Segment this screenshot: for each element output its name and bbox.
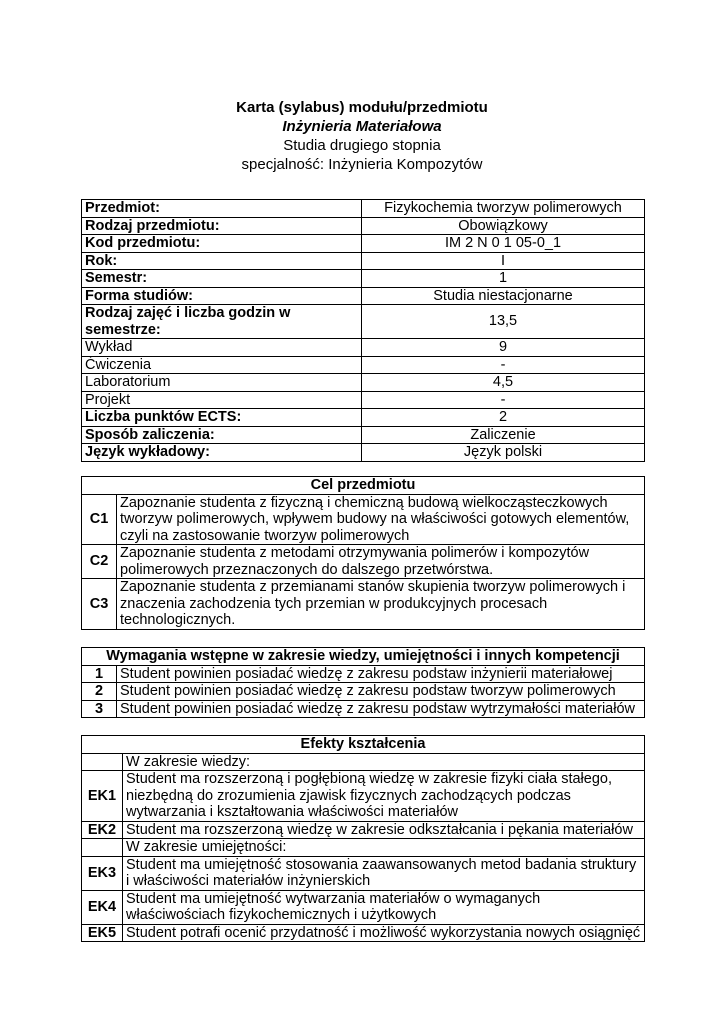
info-row [82,200,645,218]
info-label: Rodzaj przedmiotu: [82,217,362,235]
info-value: Język polski [362,444,645,462]
info-label: Liczba punktów ECTS: [82,409,362,427]
outcome-text: Student ma umiejętność stosowania zaawansowanych metod badania struktury i właściwości materiałów inżynierskich [123,856,645,890]
outcome-row [82,821,645,839]
goal-id: C2 [82,545,117,579]
info-value: Fizykochemia tworzyw polimerowych [362,200,645,218]
outcome-id: EK1 [82,771,123,822]
learning-outcomes-table [81,735,645,942]
program-name: Inżynieria Materiałowa [282,118,442,135]
info-label: Ćwiczenia [82,356,362,374]
goal-row [82,545,645,579]
outcomes-title: Efekty kształcenia [82,736,645,754]
info-value: 2 [362,409,645,427]
outcome-id [82,753,123,771]
goal-text: Zapoznanie studenta z metodami otrzymywania polimerów i kompozytów polimerowych przeznaczonych do dalszego przetwórstwa. [117,545,645,579]
goal-id: C1 [82,494,117,545]
info-label: Rok: [82,252,362,270]
info-row [82,252,645,270]
info-label: Semestr: [82,270,362,288]
goal-text: Zapoznanie studenta z przemianami stanów skupienia tworzyw polimerowych i znaczenia zachodzenia tych przemian w produkcyjnych procesach technologicznych. [117,579,645,630]
info-label: Język wykładowy: [82,444,362,462]
outcome-id: EK5 [82,924,123,942]
requirements-table [81,647,645,718]
info-row [82,217,645,235]
info-label: Laboratorium [82,374,362,392]
outcome-text: W zakresie umiejętności: [123,839,645,857]
requirement-text: Student powinien posiadać wiedzę z zakresu podstaw wytrzymałości materiałów [117,700,645,718]
info-value: IM 2 N 0 1 05-0_1 [362,235,645,253]
goals-title: Cel przedmiotu [82,477,645,495]
outcome-id [82,839,123,857]
outcome-text: Student potrafi ocenić przydatność i możliwość wykorzystania nowych osiągnięć [123,924,645,942]
requirement-id: 3 [82,700,117,718]
outcome-text: W zakresie wiedzy: [123,753,645,771]
requirement-row [82,683,645,701]
goal-text: Zapoznanie studenta z fizyczną i chemiczną budową wielkocząsteczkowych tworzyw polimerowych, wpływem budowy na właściwości gotowych elementów, czyli na zastosowanie tworzyw polimerowych [117,494,645,545]
info-row [82,374,645,392]
info-label: Przedmiot: [82,200,362,218]
study-level: Studia drugiego stopnia [283,137,441,154]
info-row [82,270,645,288]
requirements-title: Wymagania wstępne w zakresie wiedzy, umiejętności i innych kompetencji [82,648,645,666]
info-value: I [362,252,645,270]
outcome-row [82,890,645,924]
requirement-text: Student powinien posiadać wiedzę z zakresu podstaw inżynierii materiałowej [117,665,645,683]
course-goals-table [81,476,645,630]
requirement-row [82,665,645,683]
info-value: Obowiązkowy [362,217,645,235]
requirement-id: 2 [82,683,117,701]
outcome-row [82,753,645,771]
info-label: Forma studiów: [82,287,362,305]
requirement-text: Student powinien posiadać wiedzę z zakresu podstaw tworzyw polimerowych [117,683,645,701]
info-label: Rodzaj zajęć i liczba godzin w semestrze: [82,305,362,339]
info-row [82,391,645,409]
info-value: - [362,391,645,409]
requirement-id: 1 [82,665,117,683]
info-label: Kod przedmiotu: [82,235,362,253]
info-row [82,339,645,357]
requirement-row [82,700,645,718]
info-label: Projekt [82,391,362,409]
info-row [82,305,645,339]
info-value: 4,5 [362,374,645,392]
outcome-row [82,839,645,857]
goal-id: C3 [82,579,117,630]
info-value: - [362,356,645,374]
info-value: 13,5 [362,305,645,339]
outcome-row [82,856,645,890]
info-row [82,444,645,462]
document-header [0,98,724,174]
info-value: Zaliczenie [362,426,645,444]
info-value: Studia niestacjonarne [362,287,645,305]
goal-row [82,494,645,545]
outcome-text: Student ma rozszerzoną wiedzę w zakresie odkształcania i pękania materiałów [123,821,645,839]
info-row [82,426,645,444]
outcome-id: EK4 [82,890,123,924]
info-value: 1 [362,270,645,288]
goal-row [82,579,645,630]
info-row [82,235,645,253]
course-info-table [81,199,645,462]
doc-title: Karta (sylabus) modułu/przedmiotu [236,99,488,116]
outcome-row [82,924,645,942]
info-label: Wykład [82,339,362,357]
info-row [82,287,645,305]
outcome-row [82,771,645,822]
info-row [82,409,645,427]
info-label: Sposób zaliczenia: [82,426,362,444]
specialization: specjalność: Inżynieria Kompozytów [241,156,483,173]
info-row [82,356,645,374]
outcome-text: Student ma rozszerzoną i pogłębioną wiedzę w zakresie fizyki ciała stałego, niezbędną do zrozumienia zjawisk fizycznych zachodzących podczas wytwarzania i kształtowania właściwości materiałów [123,771,645,822]
info-value: 9 [362,339,645,357]
outcome-id: EK2 [82,821,123,839]
outcome-text: Student ma umiejętność wytwarzania materiałów o wymaganych właściwościach fizykochemicznych i użytkowych [123,890,645,924]
outcome-id: EK3 [82,856,123,890]
